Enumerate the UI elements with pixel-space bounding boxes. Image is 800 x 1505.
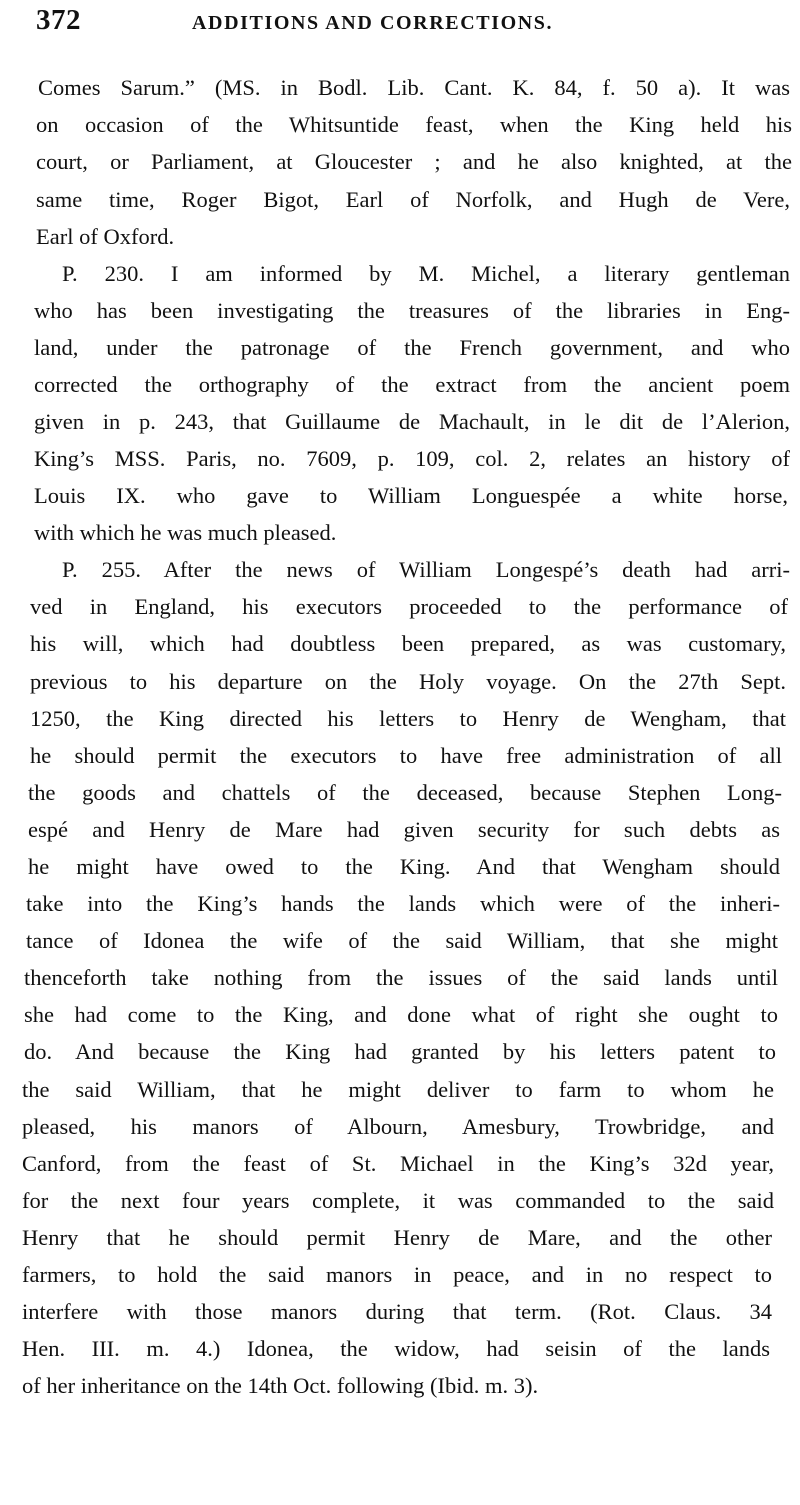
text-line: corrected the orthography of the extract from the ancient poem	[34, 372, 790, 397]
text-line: for the next four years complete, it was commanded to the said	[22, 1188, 774, 1213]
page-header	[36, 4, 776, 44]
text-line: Louis IX. who gave to William Longuespée a white horse,	[34, 483, 788, 508]
text-line: he might have owed to the King. And that Wengham should	[28, 854, 780, 879]
text-line: 1250, the King directed his letters to Henry de Wengham, that	[30, 706, 786, 731]
text-line: on occasion of the Whitsuntide feast, when the King held his	[36, 112, 792, 137]
text-line: she had come to the King, and done what of right she ought to	[24, 1002, 778, 1027]
text-line: ved in England, his executors proceeded to the performance of	[30, 594, 788, 619]
text-line: previous to his departure on the Holy voyage. On the 27th Sept.	[30, 669, 786, 694]
text-line: Comes Sarum.” (MS. in Bodl. Lib. Cant. K. 84, f. 50 a). It was	[38, 75, 790, 100]
text-line: given in p. 243, that Guillaume de Machault, in le dit de l’Alerion,	[34, 409, 790, 434]
text-line: who has been investigating the treasures of the libraries in Eng-	[34, 298, 790, 323]
text-line: P. 255. After the news of William Longespé’s death had arri-	[62, 557, 790, 582]
text-line: Earl of Oxford.	[36, 224, 175, 249]
text-line: he should permit the executors to have free administration of all	[30, 743, 782, 768]
text-line: interfere with those manors during that term. (Rot. Claus. 34	[22, 1299, 772, 1324]
text-line: of her inheritance on the 14th Oct. following (Ibid. m. 3).	[22, 1373, 539, 1398]
text-line: the goods and chattels of the deceased, because Stephen Long-	[28, 780, 782, 805]
text-line: with which he was much pleased.	[34, 520, 337, 545]
text-line: P. 230. I am informed by M. Michel, a literary gentleman	[62, 261, 790, 286]
text-line: the said William, that he might deliver to farm to whom he	[22, 1077, 774, 1102]
text-line: King’s MSS. Paris, no. 7609, p. 109, col. 2, relates an history of	[34, 446, 790, 471]
text-line: tance of Idonea the wife of the said William, that she might	[26, 928, 778, 953]
text-line: espé and Henry de Mare had given security for such debts as	[28, 817, 780, 842]
text-line: court, or Parliament, at Gloucester ; and he also knighted, at the	[36, 149, 792, 174]
text-line: do. And because the King had granted by his letters patent to	[24, 1039, 776, 1064]
text-line: Henry that he should permit Henry de Mare, and the other	[22, 1225, 772, 1250]
text-line: Hen. III. m. 4.) Idonea, the widow, had seisin of the lands	[22, 1336, 770, 1361]
text-line: Canford, from the feast of St. Michael in the King’s 32d year,	[22, 1151, 774, 1176]
text-line: take into the King’s hands the lands which were of the inheri-	[26, 891, 780, 916]
page-number: 372	[36, 4, 81, 36]
text-line: land, under the patronage of the French government, and who	[34, 335, 790, 360]
text-line: his will, which had doubtless been prepared, as was customary,	[30, 631, 786, 656]
text-line: thenceforth take nothing from the issues of the said lands until	[24, 965, 778, 990]
text-line: same time, Roger Bigot, Earl of Norfolk, and Hugh de Vere,	[36, 187, 790, 212]
running-head: ADDITIONS AND CORRECTIONS.	[192, 12, 554, 34]
text-line: farmers, to hold the said manors in peace, and in no respect to	[22, 1262, 772, 1287]
text-line: pleased, his manors of Albourn, Amesbury, Trowbridge, and	[22, 1114, 774, 1139]
